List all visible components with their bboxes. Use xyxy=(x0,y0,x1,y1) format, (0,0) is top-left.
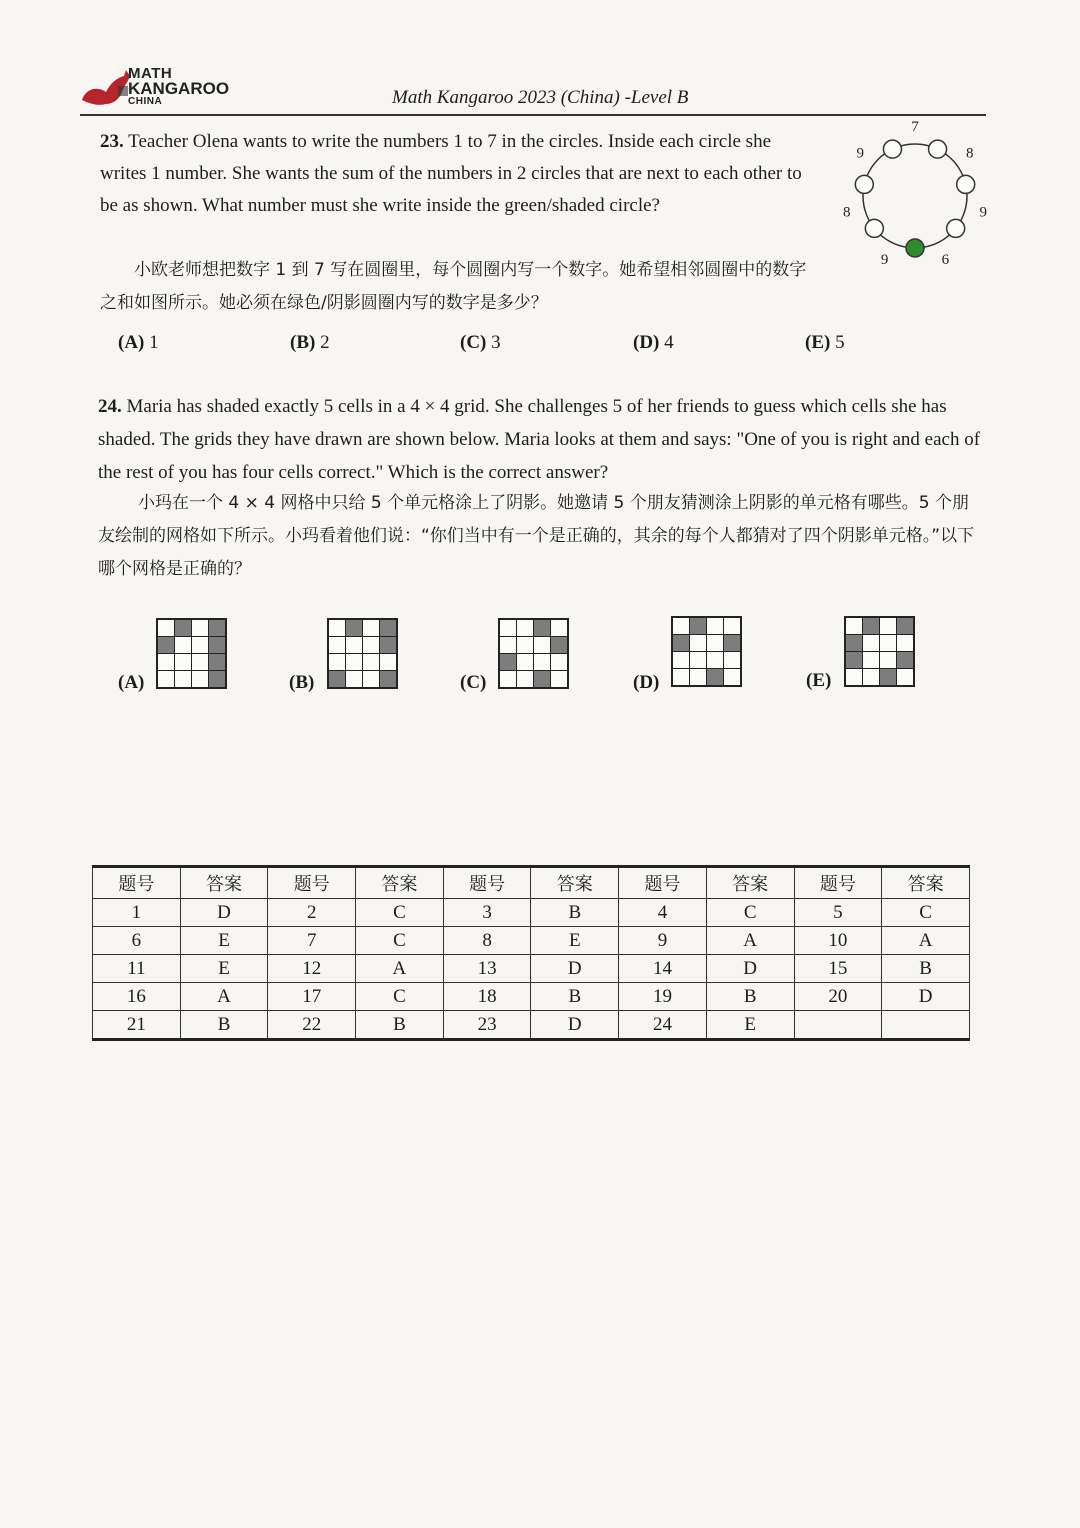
q23-body-en: Teacher Olena wants to write the numbers 1 to 7 in the circles. Inside each circle she writes 1 number. She wants the sum of the numbers in 2 circles that are next to each other to be as shown. What number must she write inside the green/shaded circle? xyxy=(100,131,802,216)
q23-option-a-label: (A) xyxy=(118,332,145,353)
answer-cell: C xyxy=(356,927,444,955)
answer-cell: A xyxy=(180,983,268,1011)
q23-option-c-value: 3 xyxy=(491,332,501,353)
q23-option-e-label: (E) xyxy=(805,332,831,353)
grid-cell xyxy=(500,671,516,687)
header-divider xyxy=(80,114,986,116)
grid-cell xyxy=(724,669,740,685)
q23-option-d-value: 4 xyxy=(664,332,674,353)
ring-sum-label: 9 xyxy=(880,252,889,269)
grid-cell-shaded xyxy=(880,669,896,685)
grid-cell-shaded xyxy=(707,669,723,685)
grid-cell-shaded xyxy=(863,618,879,634)
grid-cell xyxy=(346,654,362,670)
q24-grid-e xyxy=(844,616,915,687)
table-row xyxy=(93,899,970,927)
grid-cell xyxy=(500,637,516,653)
ring-circle xyxy=(883,140,901,158)
q23-text-cn: 小欧老师想把数字 1 到 7 写在圆圈里，每个圆圈内写一个数字。她希望相邻圆圈中的数字之和如图所示。她必须在绿色/阴影圆圈内写的数字是多少？ xyxy=(100,260,807,313)
q23-option-d[interactable] xyxy=(633,332,674,354)
grid-cell-shaded xyxy=(209,620,225,636)
grid-cell-shaded xyxy=(690,618,706,634)
grid-cell xyxy=(192,654,208,670)
grid-cell xyxy=(363,671,379,687)
question-number-cell: 1 xyxy=(93,899,181,927)
grid-cell xyxy=(517,620,533,636)
ring-circle xyxy=(929,140,947,158)
answer-cell: C xyxy=(706,899,794,927)
grid-cell-shaded xyxy=(380,620,396,636)
answer-cell: C xyxy=(356,899,444,927)
answer-cell: D xyxy=(180,899,268,927)
grid-cell xyxy=(158,654,174,670)
grid-cell xyxy=(192,671,208,687)
table-row xyxy=(93,983,970,1011)
grid-cell xyxy=(329,637,345,653)
q24-option-b-label: (B) xyxy=(289,672,315,693)
q23-option-d-label: (D) xyxy=(633,332,660,353)
grid-cell xyxy=(175,654,191,670)
question-number-cell: 14 xyxy=(619,955,707,983)
header-answer: 答案 xyxy=(531,867,619,899)
grid-cell xyxy=(329,654,345,670)
q24-text-cn: 小玛在一个 4 × 4 网格中只给 5 个单元格涂上了阴影。她邀请 5 个朋友猜测涂上阴影的单元格有哪些。5 个朋友绘制的网格如下所示。小玛看着他们说：“你们当中有一个是正确的，其余的每个人都猜对了四个阴影单元格。”以下哪个网格是正确的？ xyxy=(98,493,975,579)
question-number-cell: 24 xyxy=(619,1011,707,1040)
header-question-number: 题号 xyxy=(93,867,181,899)
grid-cell-shaded xyxy=(209,654,225,670)
question-number-cell: 22 xyxy=(268,1011,356,1040)
ring-sum-label: 9 xyxy=(979,204,987,221)
grid-cell xyxy=(897,669,913,685)
logo-line-2: KANGAROO xyxy=(128,79,230,98)
grid-cell xyxy=(690,652,706,668)
ring-circle xyxy=(865,219,883,237)
answer-cell: D xyxy=(531,955,619,983)
q23-text-en xyxy=(100,126,816,222)
answer-cell: D xyxy=(706,955,794,983)
question-number-cell: 21 xyxy=(93,1011,181,1040)
grid-cell xyxy=(724,652,740,668)
grid-cell-shaded xyxy=(380,637,396,653)
grid-cell-shaded xyxy=(329,671,345,687)
grid-cell xyxy=(863,652,879,668)
grid-cell xyxy=(363,620,379,636)
question-number-cell: 10 xyxy=(794,927,882,955)
q23-option-a-value: 1 xyxy=(149,332,159,353)
answer-cell: C xyxy=(882,899,970,927)
question-number-cell: 4 xyxy=(619,899,707,927)
grid-cell xyxy=(880,652,896,668)
q23-option-b-label: (B) xyxy=(290,332,316,353)
grid-cell-shaded xyxy=(209,637,225,653)
table-row xyxy=(93,1011,970,1040)
grid-cell xyxy=(158,671,174,687)
q23-number: 23. xyxy=(100,131,124,152)
question-number-cell: 11 xyxy=(93,955,181,983)
ring-sum-label: 7 xyxy=(911,119,919,135)
header-answer: 答案 xyxy=(180,867,268,899)
grid-cell xyxy=(673,618,689,634)
grid-cell xyxy=(880,618,896,634)
q24-grid-d xyxy=(671,616,742,687)
grid-cell xyxy=(673,669,689,685)
table-row xyxy=(93,955,970,983)
grid-cell xyxy=(534,654,550,670)
question-number-cell: 23 xyxy=(443,1011,531,1040)
question-number-cell: 13 xyxy=(443,955,531,983)
grid-cell xyxy=(158,620,174,636)
grid-cell-shaded xyxy=(897,618,913,634)
q24-grid-a xyxy=(156,618,227,689)
question-number-cell: 12 xyxy=(268,955,356,983)
grid-cell xyxy=(175,637,191,653)
answer-cell: A xyxy=(706,927,794,955)
grid-cell-shaded xyxy=(897,652,913,668)
ring-sum-label: 8 xyxy=(965,145,974,162)
ring-sum-label: 6 xyxy=(941,252,950,269)
grid-cell xyxy=(551,671,567,687)
grid-cell xyxy=(897,635,913,651)
ring-circle xyxy=(947,219,965,237)
answer-cell: D xyxy=(882,983,970,1011)
question-number-cell: 5 xyxy=(794,899,882,927)
q24-option-d-label: (D) xyxy=(633,672,660,693)
q23-option-a[interactable] xyxy=(118,332,159,354)
question-number-cell: 2 xyxy=(268,899,356,927)
answer-table xyxy=(92,865,970,1041)
question-number-cell: 9 xyxy=(619,927,707,955)
grid-cell xyxy=(707,652,723,668)
grid-cell xyxy=(707,618,723,634)
grid-cell xyxy=(346,637,362,653)
question-number-cell: 19 xyxy=(619,983,707,1011)
grid-cell-shaded xyxy=(175,620,191,636)
answer-cell: B xyxy=(706,983,794,1011)
grid-cell xyxy=(517,637,533,653)
grid-cell xyxy=(863,635,879,651)
grid-cell-shaded xyxy=(209,671,225,687)
q24-option-e-label: (E) xyxy=(806,670,832,691)
question-number-cell: 3 xyxy=(443,899,531,927)
header-question-number: 题号 xyxy=(619,867,707,899)
answer-cell: B xyxy=(356,1011,444,1040)
question-number-cell: 8 xyxy=(443,927,531,955)
grid-cell-shaded xyxy=(724,635,740,651)
q24-option-c-label: (C) xyxy=(460,672,487,693)
q23-option-e-value: 5 xyxy=(835,332,845,353)
grid-cell-shaded xyxy=(380,671,396,687)
answer-cell: D xyxy=(531,1011,619,1040)
q23-option-e[interactable] xyxy=(805,332,845,354)
header-answer: 答案 xyxy=(882,867,970,899)
green-shaded-circle xyxy=(906,239,924,257)
ring-sum-label: 8 xyxy=(843,204,851,221)
grid-cell-shaded xyxy=(551,637,567,653)
answer-cell: E xyxy=(180,927,268,955)
answer-cell: B xyxy=(531,983,619,1011)
q23-option-c-label: (C) xyxy=(460,332,487,353)
grid-cell xyxy=(517,654,533,670)
answer-cell: C xyxy=(356,983,444,1011)
answer-cell: E xyxy=(180,955,268,983)
table-row xyxy=(93,927,970,955)
question-number-cell xyxy=(794,1011,882,1040)
header-question-number: 题号 xyxy=(268,867,356,899)
ring-circle xyxy=(957,175,975,193)
grid-cell xyxy=(846,669,862,685)
grid-cell xyxy=(673,652,689,668)
q23-option-c[interactable] xyxy=(460,332,501,354)
grid-cell-shaded xyxy=(534,620,550,636)
grid-cell-shaded xyxy=(846,652,862,668)
q23-option-b[interactable] xyxy=(290,332,330,354)
logo-line-3: CHINA xyxy=(128,96,163,107)
grid-cell-shaded xyxy=(346,620,362,636)
grid-cell xyxy=(363,637,379,653)
question-number-cell: 15 xyxy=(794,955,882,983)
grid-cell xyxy=(724,618,740,634)
answer-cell: A xyxy=(882,927,970,955)
grid-cell xyxy=(175,671,191,687)
answer-cell: E xyxy=(706,1011,794,1040)
page-title: Math Kangaroo 2023 (China) -Level B xyxy=(392,87,689,108)
question-number-cell: 20 xyxy=(794,983,882,1011)
grid-cell xyxy=(690,635,706,651)
grid-cell xyxy=(863,669,879,685)
header-answer: 答案 xyxy=(706,867,794,899)
grid-cell xyxy=(707,635,723,651)
ring-sum-label: 9 xyxy=(856,145,865,162)
grid-cell xyxy=(880,635,896,651)
header-question-number: 题号 xyxy=(443,867,531,899)
answer-cell: B xyxy=(531,899,619,927)
q24-option-a-label: (A) xyxy=(118,672,145,693)
question-number-cell: 16 xyxy=(93,983,181,1011)
question-number-cell: 7 xyxy=(268,927,356,955)
q24-text-en xyxy=(98,390,984,489)
question-number-cell: 6 xyxy=(93,927,181,955)
grid-cell xyxy=(346,671,362,687)
grid-cell xyxy=(690,669,706,685)
grid-cell-shaded xyxy=(500,654,516,670)
q24-body-en: Maria has shaded exactly 5 cells in a 4 × 4 grid. She challenges 5 of her friends to guess which cells she has shaded. The grids they have drawn are shown below. Maria looks at them and says: "One of you is right and each of the rest of you has four cells correct." Which is the correct answer? xyxy=(98,396,981,483)
grid-cell xyxy=(192,637,208,653)
grid-cell xyxy=(846,618,862,634)
answer-cell: B xyxy=(180,1011,268,1040)
q24-grid-c xyxy=(498,618,569,689)
grid-cell xyxy=(517,671,533,687)
grid-cell xyxy=(363,654,379,670)
question-number-cell: 17 xyxy=(268,983,356,1011)
grid-cell xyxy=(500,620,516,636)
header-question-number: 题号 xyxy=(794,867,882,899)
answer-cell: B xyxy=(882,955,970,983)
question-number-cell: 18 xyxy=(443,983,531,1011)
grid-cell-shaded xyxy=(673,635,689,651)
grid-cell-shaded xyxy=(158,637,174,653)
ring-circle xyxy=(855,175,873,193)
grid-cell xyxy=(551,654,567,670)
grid-cell-shaded xyxy=(534,671,550,687)
grid-cell xyxy=(534,637,550,653)
q23-circle-ring-figure xyxy=(840,119,990,269)
answer-cell xyxy=(882,1011,970,1040)
grid-cell-shaded xyxy=(846,635,862,651)
answer-cell: A xyxy=(356,955,444,983)
grid-cell xyxy=(192,620,208,636)
grid-cell xyxy=(551,620,567,636)
grid-cell xyxy=(380,654,396,670)
q24-grid-b xyxy=(327,618,398,689)
answer-table-header xyxy=(93,867,970,899)
grid-cell xyxy=(329,620,345,636)
header-answer: 答案 xyxy=(356,867,444,899)
q24-number: 24. xyxy=(98,396,122,417)
logo-text xyxy=(128,66,229,107)
q23-option-b-value: 2 xyxy=(320,332,330,353)
logo-line-1: MATH xyxy=(128,65,173,82)
answer-cell: E xyxy=(531,927,619,955)
